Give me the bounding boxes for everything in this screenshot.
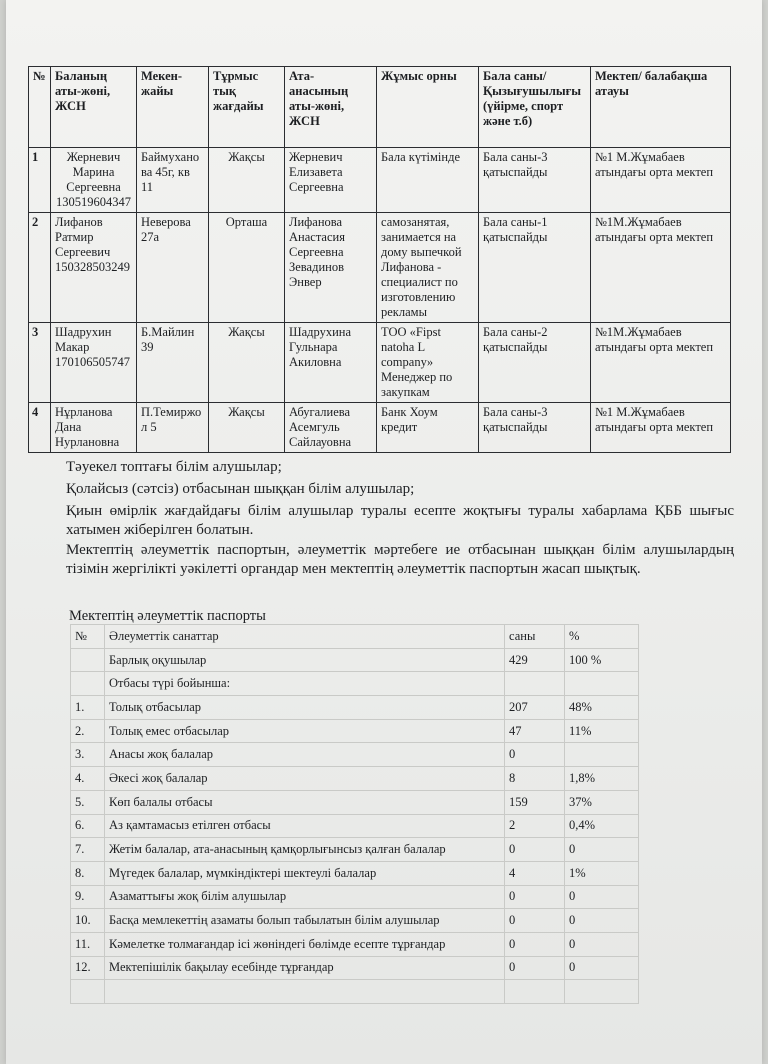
passport-count: 0 xyxy=(505,956,565,980)
document-page xyxy=(6,0,762,1064)
table-row xyxy=(71,672,639,696)
table-row xyxy=(71,814,639,838)
row-parents: Лифанова Анастасия Сергеевна Зевадинов Энвер xyxy=(285,213,377,323)
passport-category: Мектепішілік бақылау есебінде тұрғандар xyxy=(105,956,505,980)
passport-percent: 37% xyxy=(565,790,639,814)
children-table xyxy=(28,66,731,453)
passport-category: Әкесі жоқ балалар xyxy=(105,767,505,791)
row-address: Неверова 27а xyxy=(137,213,209,323)
passport-percent: 11% xyxy=(565,719,639,743)
passport-count: 4 xyxy=(505,861,565,885)
passport-category: Басқа мемлекеттің азаматы болып табылатын білім алушылар xyxy=(105,909,505,933)
passport-count: 429 xyxy=(505,648,565,672)
paragraph-risk-group: Тәуекел топтағы білім алушылар; xyxy=(66,459,282,475)
passport-category xyxy=(105,980,505,1004)
passport-percent: 0 xyxy=(565,909,639,933)
passport-count: 0 xyxy=(505,743,565,767)
row-child: Нұрланова Дана Нурлановна xyxy=(51,403,137,453)
passport-num: 5. xyxy=(71,790,105,814)
passport-num: 2. xyxy=(71,719,105,743)
row-kids: Бала саны-3 қатыспайды xyxy=(479,403,591,453)
passport-category: Анасы жоқ балалар xyxy=(105,743,505,767)
passport-percent: 100 % xyxy=(565,648,639,672)
passport-count: 159 xyxy=(505,790,565,814)
passport-category: Кәмелетке толмағандар ісі жөніндегі бөлімде есепте тұрғандар xyxy=(105,932,505,956)
row-living: Орташа xyxy=(209,213,285,323)
passport-percent: 0,4% xyxy=(565,814,639,838)
table-row xyxy=(29,148,731,213)
passport-header-row xyxy=(71,625,639,649)
table-row xyxy=(71,838,639,862)
passport-percent: 0 xyxy=(565,838,639,862)
passport-category: Жетім балалар, ата-анасының қамқорлығынсыз қалған балалар xyxy=(105,838,505,862)
row-kids: Бала саны-2 қатыспайды xyxy=(479,323,591,403)
passport-header-count: саны xyxy=(505,625,565,649)
passport-percent xyxy=(565,743,639,767)
passport-num: 11. xyxy=(71,932,105,956)
passport-header-num: № xyxy=(71,625,105,649)
row-work: Бала күтімінде xyxy=(377,148,479,213)
row-child: Шадрухин Макар 170106505747 xyxy=(51,323,137,403)
row-address: П.Темиржол 5 xyxy=(137,403,209,453)
table-row xyxy=(71,696,639,720)
passport-num: 7. xyxy=(71,838,105,862)
passport-percent xyxy=(565,672,639,696)
paragraph-report-notice: Қиын өмірлік жағдайдағы білім алушылар туралы есепте жоқтығы туралы хабарлама ҚББ шығыс хатымен жіберілген болатын. xyxy=(66,503,734,538)
row-child: Лифанов Ратмир Сергеевич 150328503249 xyxy=(51,213,137,323)
passport-percent: 0 xyxy=(565,932,639,956)
passport-count xyxy=(505,672,565,696)
passport-category: Толық емес отбасылар xyxy=(105,719,505,743)
row-living: Жақсы xyxy=(209,403,285,453)
paragraph-social-passport: Мектептің әлеуметтік паспортын, әлеуметтік мәртебеге ие отбасынан шыққан білім алушылардың тізімін жергілікті уәкілетті органдар мен мектептің әлеуметтік паспортын жасап шықтық. xyxy=(66,542,734,577)
passport-num xyxy=(71,648,105,672)
table-row xyxy=(29,323,731,403)
row-school: №1 М.Жұмабаев атындағы орта мектеп xyxy=(591,148,731,213)
paragraph-unfavorable-families: Қолайсыз (сәтсіз) отбасынан шыққан білім алушылар; xyxy=(66,481,415,497)
row-school: №1М.Жұмабаев атындағы орта мектеп xyxy=(591,323,731,403)
passport-num xyxy=(71,672,105,696)
passport-num xyxy=(71,980,105,1004)
header-parents: Ата-анасының аты-жөні, ЖСН xyxy=(285,67,377,148)
passport-num: 12. xyxy=(71,956,105,980)
passport-category: Азаматтығы жоқ білім алушылар xyxy=(105,885,505,909)
passport-num: 1. xyxy=(71,696,105,720)
passport-header-category: Әлеуметтік санаттар xyxy=(105,625,505,649)
passport-num: 4. xyxy=(71,767,105,791)
passport-title: Мектептің әлеуметтік паспорты xyxy=(69,608,266,624)
table-row xyxy=(71,885,639,909)
row-num: 1 xyxy=(29,148,51,213)
table-row xyxy=(71,790,639,814)
passport-category: Мүгедек балалар, мүмкіндіктері шектеулі балалар xyxy=(105,861,505,885)
row-school: №1М.Жұмабаев атындағы орта мектеп xyxy=(591,213,731,323)
passport-count: 207 xyxy=(505,696,565,720)
passport-category: Толық отбасылар xyxy=(105,696,505,720)
header-address: Мекен-жайы xyxy=(137,67,209,148)
passport-num: 3. xyxy=(71,743,105,767)
social-passport-table xyxy=(70,624,639,1004)
table-row xyxy=(29,213,731,323)
table-row xyxy=(71,980,639,1004)
passport-category: Көп балалы отбасы xyxy=(105,790,505,814)
passport-count: 47 xyxy=(505,719,565,743)
row-address: Б.Майлин 39 xyxy=(137,323,209,403)
header-kids: Бала саны/ Қызығушылығы (үйірме, спорт және т.б) xyxy=(479,67,591,148)
passport-count: 2 xyxy=(505,814,565,838)
row-parents: Жерневич Елизавета Сергеевна xyxy=(285,148,377,213)
passport-header-percent: % xyxy=(565,625,639,649)
header-work: Жұмыс орны xyxy=(377,67,479,148)
passport-count: 0 xyxy=(505,838,565,862)
header-school: Мектеп/ балабақша атауы xyxy=(591,67,731,148)
row-kids: Бала саны-1 қатыспайды xyxy=(479,213,591,323)
row-work: ТОО «Fipst natoha L company» Менеджер по закупкам xyxy=(377,323,479,403)
table-row xyxy=(71,648,639,672)
row-school: №1 М.Жұмабаев атындағы орта мектеп xyxy=(591,403,731,453)
passport-percent: 0 xyxy=(565,956,639,980)
passport-count: 0 xyxy=(505,932,565,956)
table-row xyxy=(71,719,639,743)
row-kids: Бала саны-3 қатыспайды xyxy=(479,148,591,213)
passport-count xyxy=(505,980,565,1004)
table-row xyxy=(71,767,639,791)
table-row xyxy=(71,956,639,980)
passport-count: 0 xyxy=(505,909,565,933)
passport-num: 9. xyxy=(71,885,105,909)
header-num: № xyxy=(29,67,51,148)
passport-percent xyxy=(565,980,639,1004)
row-work: Банк Хоум кредит xyxy=(377,403,479,453)
table-row xyxy=(71,861,639,885)
header-living: Тұрмыс тық жағдайы xyxy=(209,67,285,148)
passport-category: Аз қамтамасыз етілген отбасы xyxy=(105,814,505,838)
table-row xyxy=(71,743,639,767)
row-living: Жақсы xyxy=(209,323,285,403)
row-living: Жақсы xyxy=(209,148,285,213)
passport-count: 8 xyxy=(505,767,565,791)
passport-percent: 48% xyxy=(565,696,639,720)
table-header-row xyxy=(29,67,731,148)
row-num: 2 xyxy=(29,213,51,323)
passport-num: 10. xyxy=(71,909,105,933)
row-parents: Абугалиева Асемгуль Сайлауовна xyxy=(285,403,377,453)
passport-percent: 1% xyxy=(565,861,639,885)
table-row xyxy=(71,932,639,956)
passport-percent: 1,8% xyxy=(565,767,639,791)
passport-percent: 0 xyxy=(565,885,639,909)
row-address: Баймуханова 45г, кв 11 xyxy=(137,148,209,213)
row-work: самозанятая, занимается на дому выпечкой Лифанова - специалист по изготовлению рекламы xyxy=(377,213,479,323)
row-parents: Шадрухина Гульнара Акиловна xyxy=(285,323,377,403)
passport-count: 0 xyxy=(505,885,565,909)
passport-num: 6. xyxy=(71,814,105,838)
table-row xyxy=(29,403,731,453)
row-num: 3 xyxy=(29,323,51,403)
row-child: Жерневич Марина Сергеевна 130519604347 xyxy=(51,148,137,213)
passport-num: 8. xyxy=(71,861,105,885)
header-child: Баланың аты-жөні, ЖСН xyxy=(51,67,137,148)
passport-category: Барлық оқушылар xyxy=(105,648,505,672)
table-row xyxy=(71,909,639,933)
row-num: 4 xyxy=(29,403,51,453)
passport-category: Отбасы түрі бойынша: xyxy=(105,672,505,696)
